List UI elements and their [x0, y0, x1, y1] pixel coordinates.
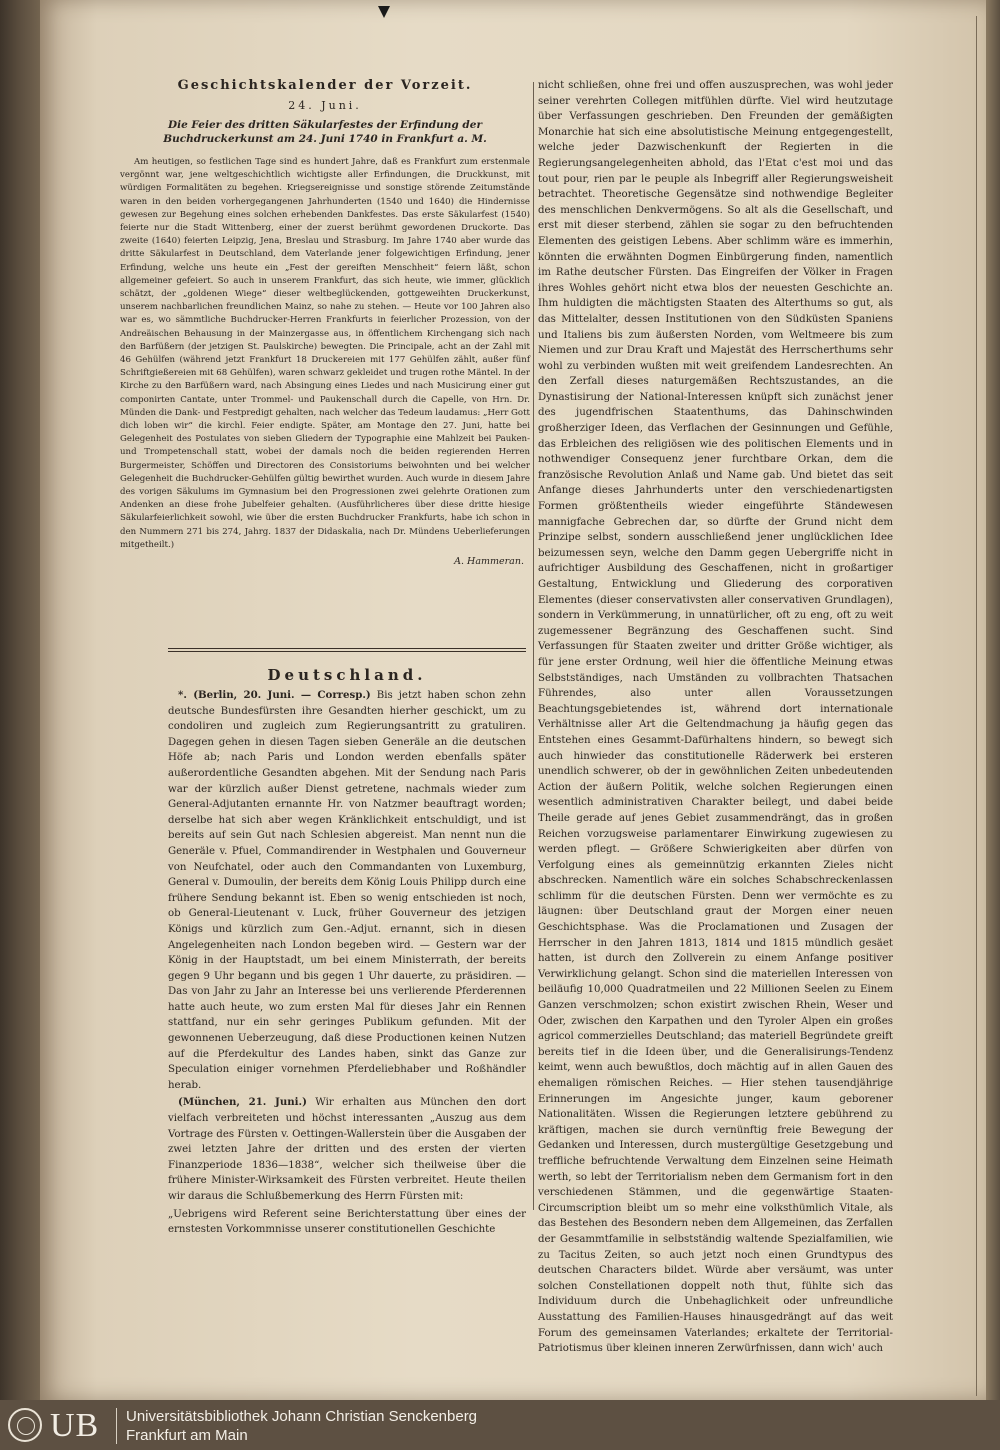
calendar-title: Geschichtskalender der Vorzeit. [177, 78, 473, 93]
logo-text: UB [50, 1407, 100, 1444]
article-muenchen [168, 1095, 526, 1204]
library-name: Universitätsbibliothek Johann Christian Senckenberg [126, 1408, 478, 1425]
history-calendar [120, 78, 530, 567]
seal-icon [8, 1408, 42, 1442]
right-column [538, 78, 893, 1359]
article-text: Bis jetzt haben schon zehn deutsche Bundesfürsten ihre Gesandten hierher geschickt, um zu condoliren und zugleich zum Regierungsantritt zu gratuliren. Dagegen gehen in diesen Tagen sieben Generäle an die deutschen Höfe ab; nach Paris und London werden ebenfalls später außerordentliche Gesandten abgehen. Mit der Sendung nach Paris war der kürzlich außer Dienst getretene, nachmals wieder zum General-Adjutanten ernannte Hr. von Natzmer beauftragt worden; derselbe hat sich aber wegen Kränklichkeit entschuldigt, und ist bereits auf sein Gut nach Schlesien abgereist. Man nennt nun die Generäle v. Pfuel, Commandirender in Westphalen und Gouverneur von Neufchatel, oder auch den Commandanten von Luxemburg, General v. Dumoulin, der bereits dem König Louis Philipp durch eine frühere Sendung bekannt ist. Eben so wenig entschieden ist noch, ob General-Lieutenant v. Luck, früher Gouverneur des jetzigen Königs und kürzlich zum Gen.-Adjut. ernannt, sich in diesen Angelegenheiten nach London begeben wird. — Gestern war der König in der Hauptstadt, um bei einem Ministerrath, der bereits gegen 9 Uhr begann und bis gegen 1 Uhr dauerte, zu präsidiren. — Das von Jahr zu Jahr an Interesse bei uns verlierende Pferderennen hatte auch heute, wo zum ersten Mal für dieses Jahr ein Rennen stattfand, nur ein sehr geringes Publikum gefunden. Mit der gewonnenen Ueberzeugung, daß diese Productionen keinen Nutzen auf die Pferdekultur des Landes haben, sinkt das Ganze zur Speculation einiger vornehmen Pferdeliebhaber und Roßhändler herab. [168, 690, 526, 1091]
calendar-signature: A. Hammeran. [454, 556, 524, 568]
article-text: Wir erhalten aus München den dort vielfach verbreiteten und höchst interessanten „Auszug aus dem Vortrage des Fürsten v. Oettingen-Wallerstein über die Ausgaben der zwei letzten Jahre der dritten und des ersten der vierten Finanzperiode 1836—1838“, welcher sich theilweise über die frühere Minister-Wirksamkeit des Fürsten verbreitet. Heute theilen wir daraus die Schlußbemerkung des Herrn Fürsten mit: [168, 1097, 526, 1202]
column-rule [533, 82, 534, 1210]
left-articles [168, 688, 526, 1240]
library-city: Frankfurt am Main [126, 1427, 248, 1444]
calendar-text: Am heutigen, so festlichen Tage sind es hundert Jahre, daß es Frankfurt zum erstenmale vergönnt war, jene weltgeschichtlich wichtigste aller Erfindungen, die Druckkunst, mit würdigen Formalitäten zu begehen. Kriegsereignisse und sonstige störende Zeitumstände waren in den beiden vorhergegangenen Jahrhunderten (1540 und 1640) die Hindernisse gewesen zur Begehung eines solchen erhebenden Dankfestes. Das erste Säkularfest (1540) feierte nur die Stadt Wittenberg, einer der zuerst berühmt gewordenen Druckorte. Das zweite (1640) feierten Leipzig, Jena, Breslau und Strasburg. Im Jahre 1740 aber wurde das dritte Säkularfest in Deutschland, dem Vaterlande jener folgewichtigen Erfindung, jener Erfindung, welche uns heute ein „Fest der gereiften Menschheit“ feiern läßt, schon allgemeiner gefeiert. So auch in unserem Frankfurt, das sich heute, wie immer, glücklich schätzt, der „goldenen Wiege“ dieser weltbeglückenden, gottgeweihten Druckerkunst, unserem nachbarlichen freundlichen Mainz, so nahe zu stehen. — Heute vor 100 Jahren also war es, wo sämmtliche Buchdrucker-Herren Frankfurts in feierlicher Prozession, von der Andreäischen Behausung in der Mainzergasse aus, in öffentlichem Kirchengang sich nach den Barfüßern (der jetzigen St. Paulskirche) bewegten. Die Principale, acht an der Zahl mit 46 Gehülfen (während jetzt Frankfurt 18 Druckereien mit 177 Gehülfen zählt, außer fünf Schriftgießereien mit 68 Gehülfen), waren schwarz gekleidet und trugen rothe Mäntel. In der Kirche zu den Barfüßern ward, nach Absingung eines Liedes und nach Musicirung einer gut componirten Cantate, unter Trommel- und Paukenschall durch die Capelle, von Hrn. Dr. Münden die Dank- und Festpredigt gehalten, nach welcher das Tedeum laudamus: „Herr Gott dich loben wir“ die kirchl. Feier endigte. Später, am Montage den 27. Juni, hatte bei Gelegenheit des Postulates von sieben Gliedern der Typographie eine Mahlzeit bei Pauken- und Trompetenschall statt, wobei der damals noch die beiden regierenden Herren Burgermeister, Schöffen und Directoren des Consistoriums beiwohnten und bei welcher Gelegenheit die Buchdrucker-Gehülfen gültig bewirthet wurden. Auch wurde in diesem Jahre des vorigen Säkulums im Gymnasium bei den Progressionen zwei gelehrte Orationen zum Andenken an diese frohe Jubelfeier gehalten. (Ausführlicheres über diese dritte hiesige Säkularfeierlichkeit sowohl, wie über die ersten Buchdrucker Frankfurts, habe ich schon in den Nummern 271 bis 274, Jahrg. 1837 der Didaskalia, nach Dr. Mündens Ueberlieferungen mitgetheilt.) [120, 157, 530, 550]
article-berlin [168, 688, 526, 1093]
logo-divider [116, 1408, 117, 1444]
section-divider [168, 648, 526, 652]
article-quote: „Uebrigens wird Referent seine Berichterstattung über eines der ernstesten Vorkommnisse unserer constitutionellen Geschichte [168, 1208, 526, 1236]
calendar-subtitle: Die Feier des dritten Säkularfestes der Erfindung der Buchdruckerkunst am 24. Juni 1740 in Frankfurt a. M. [163, 119, 487, 145]
bookmark-icon [378, 6, 390, 18]
section-heading: Deutschland. [267, 666, 427, 684]
page-edge-right [986, 0, 1000, 1450]
article-dateline: *. (Berlin, 20. Juni. — Corresp.) [178, 689, 371, 701]
article-dateline: (München, 21. Juni.) [178, 1096, 307, 1109]
library-logo [8, 1408, 116, 1444]
right-column-text: nicht schließen, ohne frei und offen auszusprechen, was wohl jeder seiner verehrten Collegen mitfühlen dürfte. Viel wird heutzutage über Verfassungen geschrieben. Den Freunden der gemäßigten Monarchie hat sich eine absolutistische Meinung entgegengestellt, welche jeder Dazwischenkunft der Regierten in die Regierungsangelegenheiten abhold, das l'Etat c'est moi und das tout pour, rien par le peuple als Inbegriff aller Regierungsweisheit betrachtet. Theoretische Gegensätze sind nothwendige Begleiter des menschlichen Denkvermögens. So alt als die Gesellschaft, und erst mit dieser sterbend, zählen sie sogar zu den befruchtenden Elementen des geistigen Lebens. Aber schlimm wäre es immerhin, könnten die erwähnten Dogmen Einbürgerung finden, namentlich im Rathe deutscher Fürsten. Das Eingreifen der Völker in Fragen ihres Wohles gehört nicht etwa blos der neuesten Geschichte an. Ihm huldigten die mächtigsten Staaten des Alterthums so gut, als das Mittelalter, dessen Institutionen von den Südküsten Spaniens und Italiens bis zum äußersten Norden, vom Weltmeere bis zum Niemen und zur Drau Kraft und Majestät des Herrscherthums sehr wohl zu verbinden wußten mit weit greifendem Landesrechten. An den Zerfall dieses naturgemäßen Rechtszustandes, an die Dynastisirung der National-Interessen knüpft sich zunächst jener des jugendfrischen Staatenthums, das Dahinschwinden großherziger Ideen, das Verflachen der Gesinnungen und Gefühle, das Erbleichen des religiösen wie des politischen Elements und in nothwendiger Consequenz jener furchtbare Orkan, dem die französische Revolution Anlaß und Name gab. Und bietet das seit Anfange dieses Jahrhunderts unter den verschiedenartigsten Formen größtentheils wieder eingeführte Ständewesen mannigfache Gebrechen dar, so dürfte der Grund nicht dem Prinzipe selbst, sondern ausschließend jener unglücklichen Idee beizumessen seyn, welche den Damm gegen Uebergriffe nicht in aufrichtiger Ausbildung des Geschaffenen, nicht in großartiger Gestaltung, Entwicklung und Gliederung des corporativen Elementes (dieser conservativsten aller conservativen Grundlagen), sondern in Verkümmerung, in unnatürlicher, oft zu eng, oft zu weit zugemessener Begränzung des Geschaffenen sucht. Sind Verfassungen für Staaten zweiter und dritter Größe wichtiger, als für jene erster Ordnung, weil hier die öffentliche Meinung etwas Selbstständiges, nach Umständen zu vollbrachten Thatsachen Führendes, also unter allen Voraussetzungen Beachtungsgebietendes ist, während dort internationale Verhältnisse aller Art die Geltendmachung ja häufig gegen das Entstehen eines Gesammt-Dafürhaltens hindern, so bewegt sich auch hinwieder das constitutionelle Räderwerk bei ersteren unendlich schwerer, ob der in gewöhnlichen Zeiten unbedeutenden Action der äußern Politik, welche solchen Regierungen einen wesentlich administrativen Charakter beilegt, und dabei beide Theile gerade auf jenes Gebiet zusammendrängt, das in großen Reichen vorzugsweise parlamentarer Einwirkung zugewiesen zu werden pflegt. — Größere Schwierigkeiten aber dürfen von Verfolgung eines als gemeinnützig erkannten Zieles nicht abschrecken. Namentlich wäre ein solches Schabschreckenlassen schlimm für die deutschen Fürsten. Denn wer vermöchte es zu läugnen: über Deutschland graut der Morgen einer neuen Geschichtsphase. Was die Proclamationen und Zusagen der Herrscher in den Jahren 1813, 1814 und 1815 mündlich gesäet hatten, ist durch den Zollverein zu einem Anfange positiver Verwirklichung gelangt. Schon sind die materiellen Interessen von beiläufig 10,000 Quadratmeilen und 22 Millionen Seelen zu Einem Ganzen verschmolzen; schon existirt zwischen Rhein, Weser und Oder, zwischen den Karpathen und den Tyroler Alpen ein großes agricol commerzielles Deutschland; das materiell Begründete greift bereits tief in die Ideen über, und die Generalisirungs-Tendenz keimt, wenn auch bewußtlos, doch mächtig auf in allen Gauen des ehemaligen römischen Reiches. — Hier stehen tausendjährige Erinnerungen im Angesichte junger, kaum geborener Nationalitäten. Wissen die Regierungen letztere gebührend zu kräftigen, machen sie durch vernünftig freie Bewegung der Gedanken und Interessen, durch mustergültige Gesetzgebung und treffliche befruchtende Verwaltung dem Einzelnen seine Heimath werth, so lebt der Territorialism neben dem Germanism fort in den verschiedenen Stämmen, und die gegenwärtige Staaten-Circumscription bleibt um so mehr eine volksthümlich Vitale, als das Bestehen des Besondern neben dem Allgemeinen, das Zerfallen der Gesammtfamilie in selbstständig waltende Spezialfamilien, wie zu Tacitus Zeiten, so auch jetzt noch einen Grundtypus des deutschen Characters bildet. Würde aber versäumt, was unter solchen Constellationen doppelt noth thut, fühlte sich das Individuum durch die Unbehaglichkeit oder unfreundliche Ausstattung des Familien-Hauses hinausgedrängt auf das weit Forum des gemeinsamen Vaterlandes; erkaltete der Territorial-Patriotismus über kleinen inneren Zerwürfnissen, dann wich' auch [538, 80, 893, 1355]
page-fold-line [976, 16, 977, 1396]
library-footer [0, 1400, 1000, 1450]
calendar-date: 24. Juni. [288, 99, 362, 112]
